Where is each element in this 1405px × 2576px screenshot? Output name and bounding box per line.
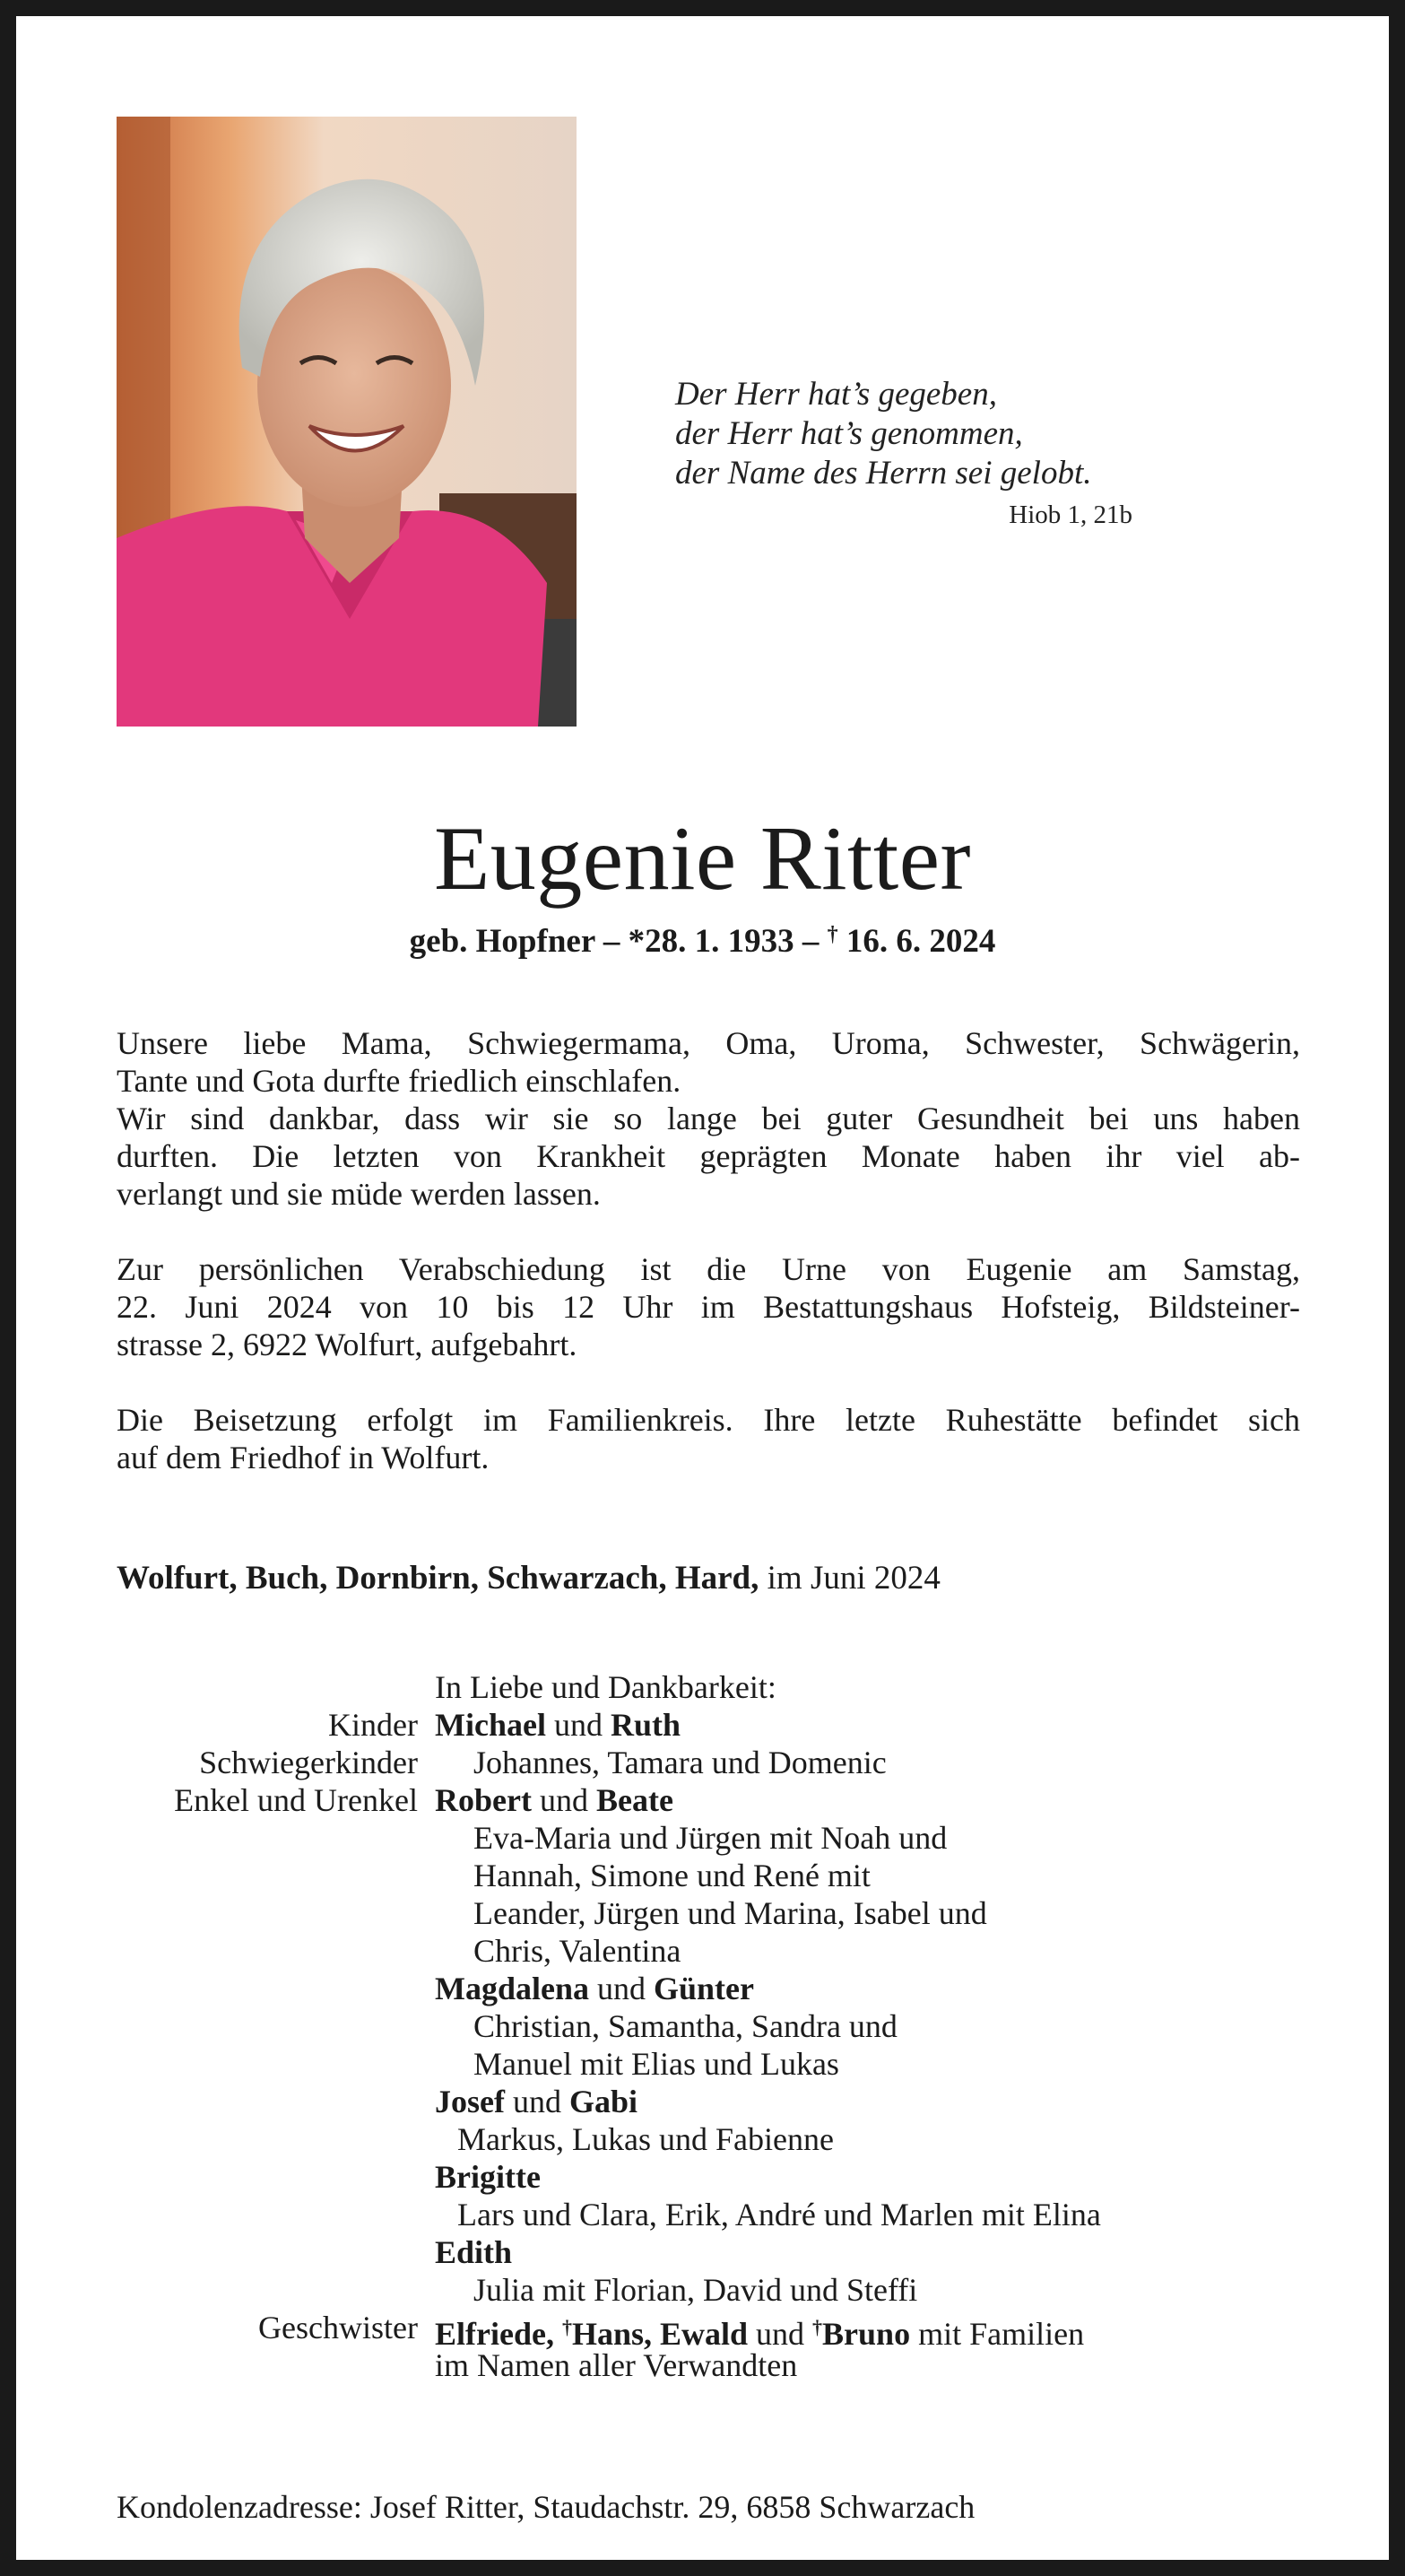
paragraph-burial [117,1401,1300,1476]
text-line: 22. Juni 2024 von 10 bis 12 Uhr im Bestattungshaus Hofsteig, Bildsteiner- [117,1289,1300,1325]
list-item [117,2158,1327,2196]
text-line: verlangt und sie müde werden lassen. [117,1176,601,1212]
family-list [117,1668,1327,2384]
list-item: Josef und Gabi [435,2084,638,2119]
sibling-name: Elfriede, [435,2316,562,2352]
list-item [117,2007,1327,2045]
bible-quote [675,375,1177,493]
list-item [117,1668,1327,1706]
list-item [117,2233,1327,2271]
grandchildren: Manuel mit Elias und Lukas [473,2046,839,2082]
grandchildren: Eva-Maria und Jürgen mit Noah und [473,1820,948,1856]
list-item: Geschwister Elfriede, †Hans, Ewald und †Bruno mit Familien [117,2309,1327,2346]
list-item [117,2196,1327,2233]
child-name: Magdalena [435,1971,590,2006]
list-item [117,1744,1327,1781]
grandchildren: Chris, Valentina [473,1933,681,1969]
grandchildren: Christian, Samantha, Sandra und [473,2008,898,2044]
label-geschwister: Geschwister [258,2310,418,2345]
child-name: Robert [435,1782,532,1818]
death-date: 16. 6. 2024 [837,923,996,960]
cross-icon: † [561,2316,572,2338]
list-item [117,1819,1327,1857]
text-line: Zur persönlichen Verabschiedung ist die Urne von Eugenie am Samstag, [117,1251,1300,1287]
grandchildren: Hannah, Simone und René mit [473,1858,871,1893]
child-name: Michael [435,1707,546,1743]
quote-line: der Herr hat’s genommen, [675,415,1023,452]
condolence-address: Kondolenzadresse: Josef Ritter, Staudachstr. 29, 6858 Schwarzach [117,2489,976,2525]
family-intro: In Liebe und Dankbarkeit: [435,1669,776,1705]
grandchildren: Lars und Clara, Erik, André und Marlen mit Elina [457,2197,1101,2232]
quote-line: der Name des Herrn sei gelobt. [675,455,1092,492]
text-line: durften. Die letzten von Krankheit geprägten Monate haben ihr viel ab- [117,1138,1300,1174]
grandchildren: Julia mit Florian, David und Steffi [473,2272,918,2308]
paragraph-announcement [117,1024,1300,1213]
list-item [117,1894,1327,1932]
quote-reference: Hiob 1, 21b [1009,500,1132,529]
list-item [117,2271,1327,2309]
text-line: Die Beisetzung erfolgt im Familienkreis. Ihre letzte Ruhestätte befindet sich [117,1402,1300,1438]
date: im Juni 2024 [759,1560,941,1597]
child-name: Edith [435,2234,513,2270]
obituary-page [16,16,1389,2560]
label-schwiegerkinder: Schwiegerkinder [199,1745,418,1780]
child-name: Josef [435,2084,505,2119]
portrait-illustration [117,117,577,727]
list-item [117,2045,1327,2083]
text-line: strasse 2, 6922 Wolfurt, aufgebahrt. [117,1327,577,1362]
list-item [117,1857,1327,1894]
text-line: Wir sind dankbar, dass wir sie so lange bei guter Gesundheit bei uns haben [117,1101,1300,1136]
text-line: Unsere liebe Mama, Schwiegermama, Oma, Uroma, Schwester, Schwägerin, [117,1025,1300,1061]
portrait-photo [117,117,577,727]
list-item [117,2120,1327,2158]
list-item: Magdalena und Günter [435,1971,755,2006]
deceased-name: Eugenie Ritter [434,808,971,909]
list-item [117,1932,1327,1970]
paragraph-farewell [117,1250,1300,1363]
spouse-name: Ruth [610,1707,681,1743]
places: Wolfurt, Buch, Dornbirn, Schwarzach, Hard, [117,1560,759,1597]
sibling-name: Bruno [822,2316,911,2352]
label-enkel: Enkel und Urenkel [174,1782,418,1818]
label-kinder: Kinder [328,1707,418,1743]
grandchildren: Markus, Lukas und Fabienne [457,2121,834,2157]
list-item: Kinder Michael und Ruth [117,1706,1327,1744]
grandchildren: Johannes, Tamara und Domenic [473,1745,887,1780]
places-and-date [117,1559,941,1597]
grandchildren: Leander, Jürgen und Marina, Isabel und [473,1895,987,1931]
cross-icon: † [812,2316,823,2338]
child-name: Brigitte [435,2159,541,2195]
birth-info: geb. Hopfner – *28. 1. 1933 – [409,923,828,960]
spouse-name: Beate [595,1782,673,1818]
list-item [117,2346,1327,2384]
quote-line: Der Herr hat’s gegeben, [675,376,997,413]
spouse-name: Gabi [568,2084,638,2119]
birth-death-dates [16,922,1389,961]
cross-icon: † [827,923,838,946]
relatives-note: im Namen aller Verwandten [435,2347,798,2383]
spouse-name: Günter [654,1971,755,2006]
text-line: Tante und Gota durfte friedlich einschlafen. [117,1063,681,1099]
sibling-name: Hans, Ewald [571,2316,749,2352]
text-line: auf dem Friedhof in Wolfurt. [117,1440,490,1475]
list-item: Enkel und Urenkel Robert und Beate [117,1781,1327,1819]
